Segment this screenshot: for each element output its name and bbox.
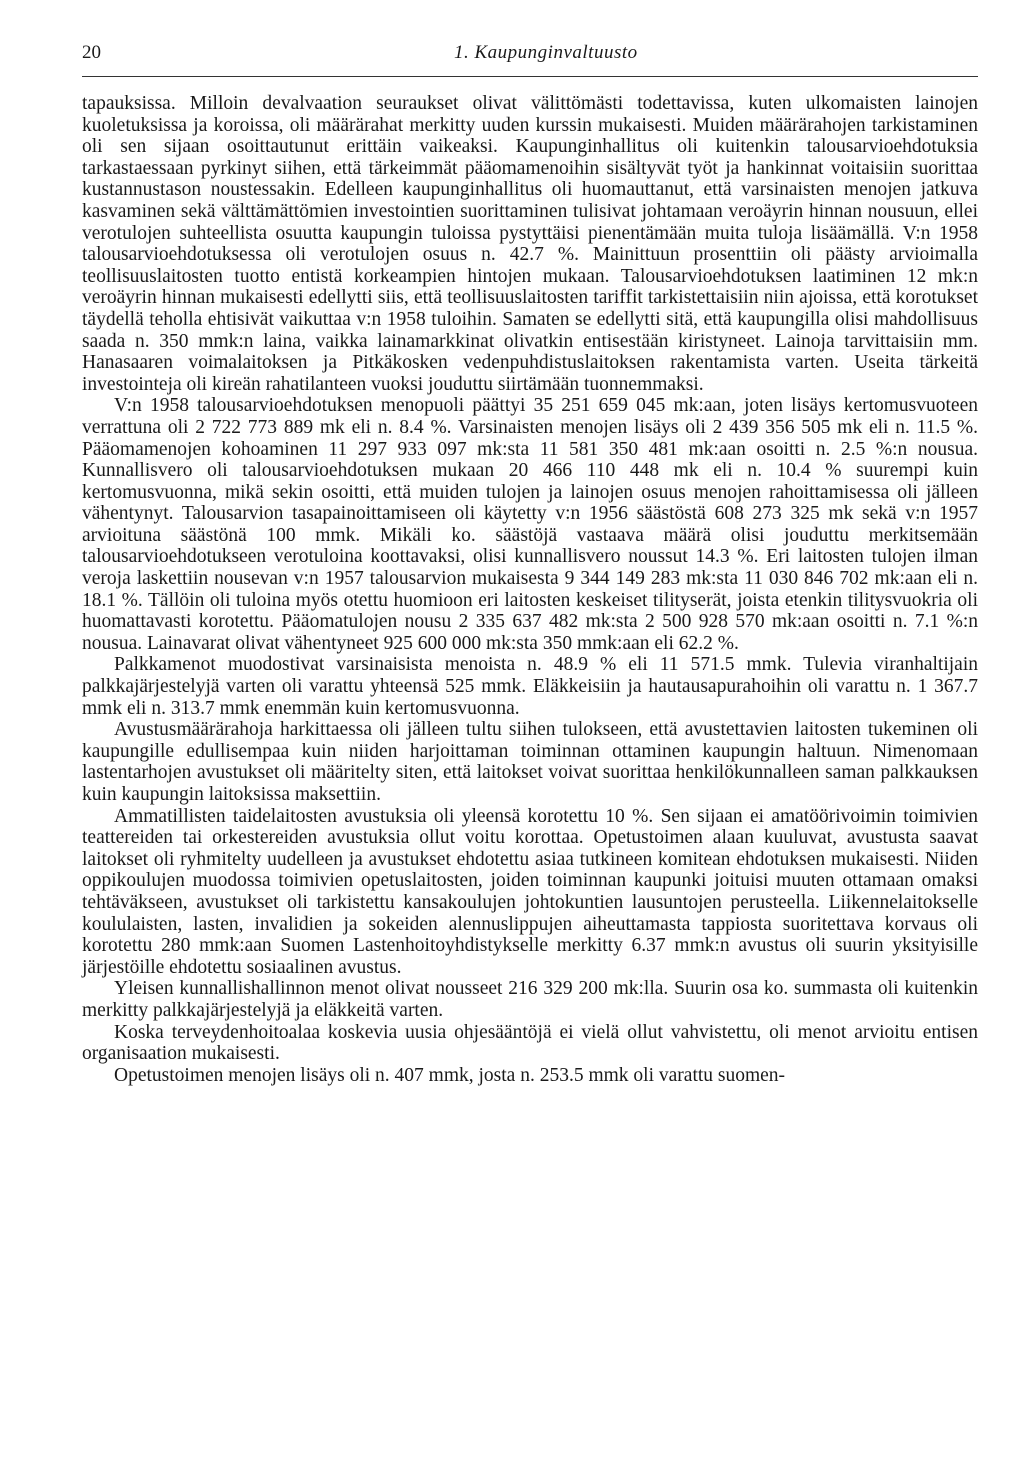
paragraph: Koska terveydenhoitoalaa koskevia uusia ohjesääntöjä ei vielä ollut vahvistettu, oli menot arvioitu entisen organisaation mukaisesti. bbox=[82, 1021, 978, 1065]
page-number: 20 bbox=[82, 42, 101, 63]
header-rule bbox=[82, 76, 978, 77]
paragraph: Palkkamenot muodostivat varsinaisista menoista n. 48.9 % eli 11 571.5 mmk. Tulevia viranhaltijain palkkajärjestelyjä varten oli varattu yhteensä 525 mmk. Eläkkeisiin ja hautausapurahoihin oli varattu n. 1 367.7 mmk eli n. 313.7 mmk enemmän kuin kertomusvuonna. bbox=[82, 654, 978, 719]
paragraph: Yleisen kunnallishallinnon menot olivat nousseet 216 329 200 mk:lla. Suurin osa ko. summasta oli kuitenkin merkitty palkkajärjestelyjä ja eläkkeitä varten. bbox=[82, 978, 978, 1021]
paragraph: Opetustoimen menojen lisäys oli n. 407 mmk, josta n. 253.5 mmk oli varattu suomen- bbox=[114, 1064, 786, 1086]
paragraph: Ammatillisten taidelaitosten avustuksia oli yleensä korotettu 10 %. Sen sijaan ei amatöörivoimin toimivien teattereiden tai orkestereiden avustuksia ollut voitu korottaa. Opetustoimen alaan kuuluvat, avustusta saavat laitokset oli ryhmitelty uudelleen ja avustukset ehdotettu asiaa tutkineen komitean ehdotuksen mukaisesti. Niiden oppikoulujen muodossa toimivien opetuslaitosten, joiden toiminnan kaupunki joituisi muuten ottamaan omaksi tehtäväkseen, avustukset oli tarkistettu kansakoulujen johtokuntien lausuntojen perusteella. Liikennelaitokselle koululaisten, lasten, invalidien ja sokeiden alennuslippujen aiheuttamasta tappiosta suoritettava korvaus oli korotettu 280 mmk:aan Suomen Lastenhoitoyhdistykselle merkitty 6.37 mmk:n avustus oli suurin yksityisille järjestöille ehdotettu sosiaalinen avustus. bbox=[82, 805, 978, 978]
paragraph: tapauksissa. Milloin devalvaation seuraukset olivat välittömästi todettavissa, kuten ulkomaisten lainojen kuoletuksissa ja koroissa, oli määrärahat merkitty uuden kurssin mukaisesti. Muiden määrärahojen tarkistaminen oli sen sijaan osoittautunut erittäin vaikeaksi. Kaupunginhallitus oli kuitenkin talousarvioehdotuksia tarkastaessaan pyrkinyt siihen, että tärkeimmät pääomamenoihin sisältyvät työt ja hankinnat voitaisiin suorittaa kustannustason noustessakin. Edelleen kaupunginhallitus oli huomauttanut, että varsinaisten menojen jatkuva kasvaminen sekä välttämättömien investointien suorittaminen tulisivat johtamaan veroäyrin hinnan nousuun, ellei verotulojen suhteellista osuutta kaupungin tuloissa pystyttäisi pienentämään muita tuloja lisäämällä. V:n 1958 talousarvioehdotuksessa oli verotulojen osuus n. 42.7 %. Mainittuun prosenttiin oli päästy arvioimalla teollisuuslaitosten tuotto entistä korkeampien hintojen mukaan. Talousarvioehdotuksen laatiminen 12 mk:n veroäyrin hinnan mukaisesti edellytti siis, että teollisuuslaitosten tariffit tarkistettaisiin niin ajoissa, että korotukset täydellä teholla ehtisivät vaikuttaa v:n 1958 tuloihin. Samaten se edellytti sitä, että kaupungilla olisi mahdollisuus saada n. 350 mmk:n laina, vaikka lainamarkkinat olivatkin entisestään kiristyneet. Lainoja tarvittaisiin mm. Hanasaaren voimalaitoksen ja Pitkäkosken vedenpuhdistuslaitoksen rakentamista varten. Useita tärkeitä investointeja oli kireän rahatilanteen vuoksi jouduttu siirtämään tuonnemmaksi. bbox=[82, 93, 978, 395]
body-text bbox=[82, 93, 978, 1086]
chapter-title: 1. Kaupunginvaltuusto bbox=[454, 42, 638, 63]
paragraph: Avustusmäärärahoja harkittaessa oli jälleen tultu siihen tulokseen, että avustettavien laitosten tukeminen oli kaupungille edullisempaa kuin niiden harjoittaman toiminnan ottaminen kaupungin haltuun. Nimenomaan lastentarhojen avustukset oli määritelty siten, että laitokset voivat suorittaa henkilökunnalleen saman palkkauksen kuin kaupungin laitoksissa maksettiin. bbox=[82, 719, 978, 805]
running-head bbox=[82, 38, 978, 68]
paragraph: V:n 1958 talousarvioehdotuksen menopuoli päättyi 35 251 659 045 mk:aan, joten lisäys kertomusvuoteen verrattuna oli 2 722 773 889 mk eli n. 8.4 %. Varsinaisten menojen lisäys oli 2 439 356 505 mk eli n. 11.5 %. Pääomamenojen kohoaminen 11 297 933 097 mk:sta 11 581 350 481 mk:aan osoitti n. 2.5 %:n nousua. Kunnallisvero oli talousarvioehdotuksen mukaan 20 466 110 448 mk eli n. 10.4 % suurempi kuin kertomusvuonna, mikä sekin osoitti, että muiden tulojen ja lainojen osuus menojen rahoittamisessa oli jälleen vähentynyt. Talousarvion tasapainoittamiseen oli käytetty v:n 1956 säästöstä 608 273 325 mk sekä v:n 1957 arvioituna säästönä 100 mmk. Mikäli ko. säästöjä vastaava määrä olisi jouduttu merkitsemään talousarvioehdotukseen verotuloina koottavaksi, olisi kunnallisvero noussut 14.3 %. Eri laitosten tulojen ilman veroja laskettiin nousevan v:n 1957 talousarvion mukaisesta 9 344 149 283 mk:sta 11 030 846 702 mk:aan eli n. 18.1 %. Tällöin oli tuloina myös otettu huomioon eri laitosten keskeiset tilityserät, joista etenkin tilitysvuokria oli huomattavasti korotettu. Pääomatulojen nousu 2 335 637 482 mk:sta 2 500 928 570 mk:aan osoitti n. 7.1 %:n nousua. Lainavarat olivat vähentyneet 925 600 000 mk:sta 350 mmk:aan eli 62.2 %. bbox=[82, 395, 978, 654]
document-page bbox=[82, 0, 978, 1484]
